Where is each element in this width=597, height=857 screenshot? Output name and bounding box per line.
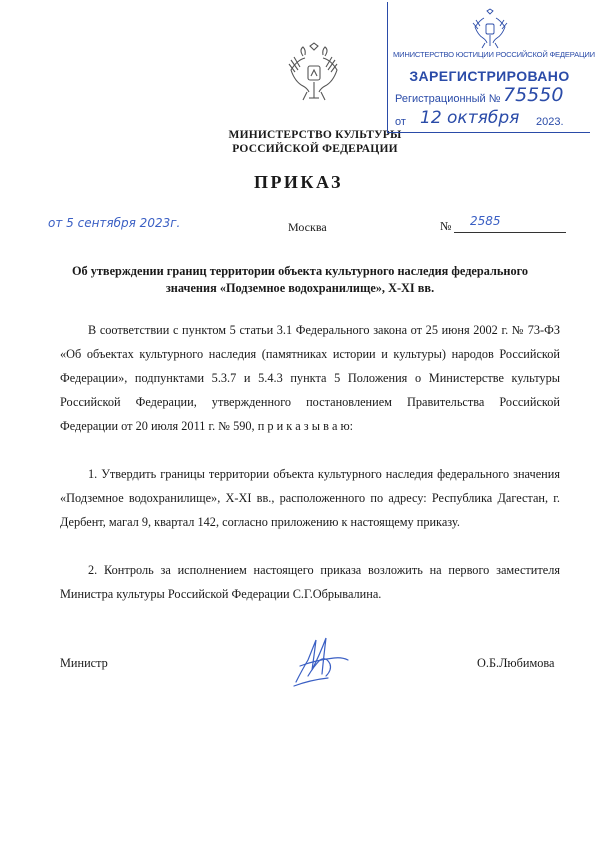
ministry-line-2: РОССИЙСКОЙ ФЕДЕРАЦИИ xyxy=(232,143,398,155)
document-subject: Об утверждении границ территории объекта культурного наследия федерального значения «Подземное водохранилище», X-XI вв. xyxy=(71,264,529,295)
stamp-organization: МИНИСТЕРСТВО ЮСТИЦИИ РОССИЙСКОЙ ФЕДЕРАЦИИ xyxy=(393,50,595,59)
document-title: ПРИКАЗ xyxy=(253,172,344,192)
signatory-name: О.Б.Любимова xyxy=(477,656,555,670)
order-item-1: 1. Утвердить границы территории объекта культурного наследия федерального значения «Подземное водохранилище», X-XI вв., расположенного по адресу: Республика Дагестан, г. Дербент, магал 9, квартал 142, согласно приложению к настоящему приказу. xyxy=(60,467,560,529)
document-date: от 5 сентября 2023г. xyxy=(48,216,181,230)
stamp-coat-of-arms-icon xyxy=(470,8,510,50)
stamp-reg-number: 75550 xyxy=(503,84,564,106)
stamp-date-label: от xyxy=(395,116,406,128)
stamp-date-handwritten: 12 октября xyxy=(420,108,520,128)
stamp-date-year: 2023. xyxy=(536,116,564,128)
signatory-role: Министр xyxy=(60,656,108,670)
document-number-label: № xyxy=(440,219,452,233)
order-item-2: 2. Контроль за исполнением настоящего приказа возложить на первого заместителя Министра культуры Российской Федерации С.Г.Обрывалина. xyxy=(60,563,560,601)
basis-paragraph: В соответствии с пунктом 5 статьи 3.1 Федерального закона от 25 июня 2002 г. № 73-ФЗ «Об объектах культурного наследия (памятниках истории и культуры) народов Российской Федерации», подпунктами 5.3.7 и 5.4.3 пункта 5 Положения о Министерстве культуры Российской Федерации, утвержденного постановлением Правительства Российской Федерации от 20 июля 2011 г. № 590, п р и к а з ы в а ю: xyxy=(60,323,560,433)
document-number-underline xyxy=(454,232,566,233)
stamp-reg-number-label: Регистрационный № xyxy=(395,93,501,105)
russian-coat-of-arms-icon xyxy=(285,42,343,104)
document-city: Москва xyxy=(288,220,327,234)
handwritten-signature-icon xyxy=(290,630,352,690)
stamp-status: ЗАРЕГИСТРИРОВАНО xyxy=(409,68,570,84)
document-number: 2585 xyxy=(470,214,501,228)
ministry-line-1: МИНИСТЕРСТВО КУЛЬТУРЫ xyxy=(228,129,402,141)
